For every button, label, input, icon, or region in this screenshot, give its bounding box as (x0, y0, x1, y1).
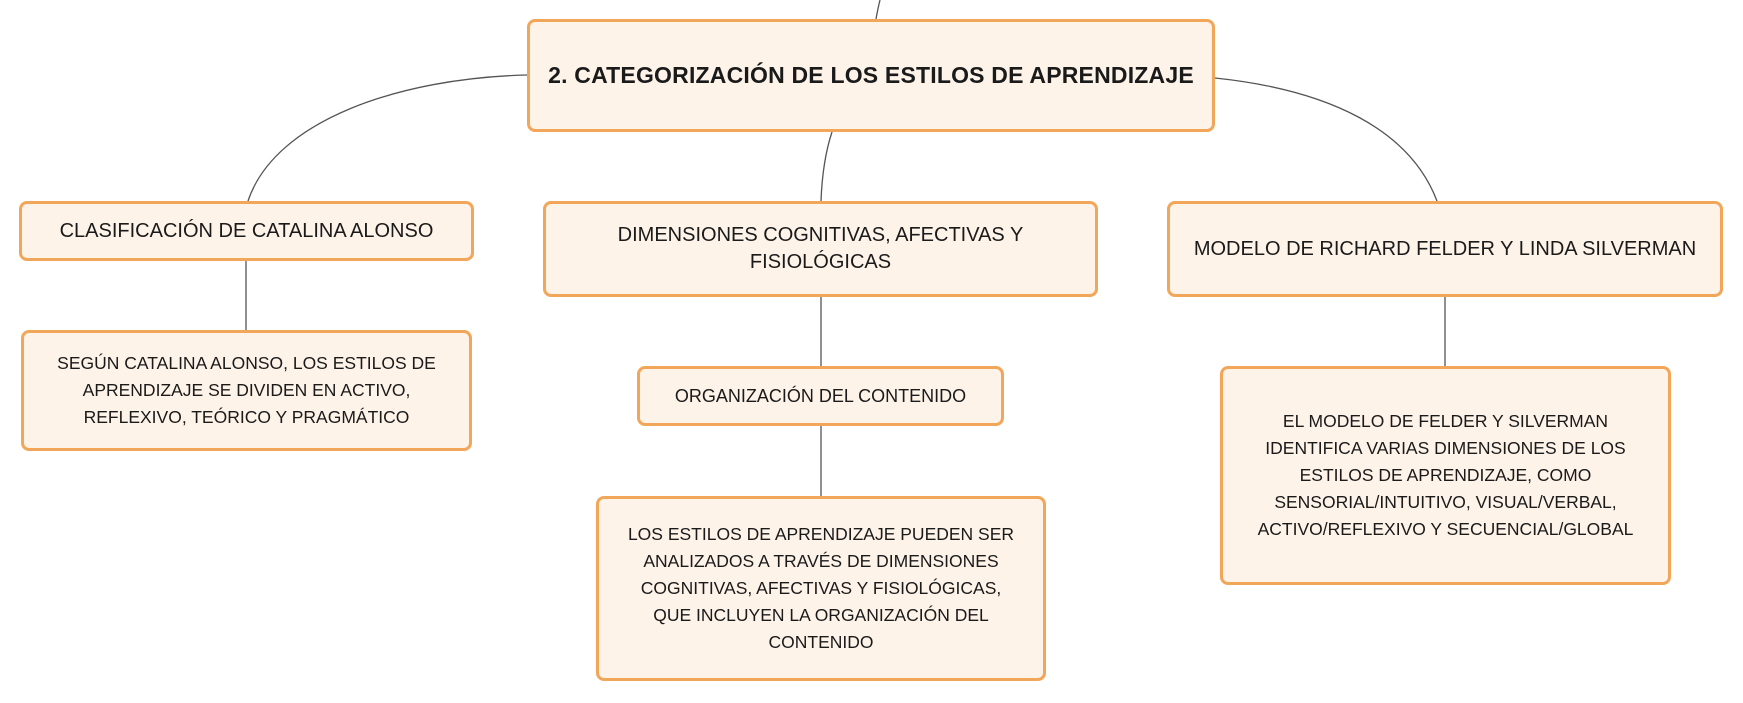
topic-label: DIMENSIONES COGNITIVAS, AFECTIVAS Y FISIOLÓGICAS (617, 224, 1024, 273)
topic-node-felder-silverman[interactable] (1167, 201, 1723, 297)
connector-parent-to-root (876, 0, 880, 19)
connector-root-to-dimensiones (821, 132, 832, 201)
subtopic-label: EL MODELO DE FELDER Y SILVERMAN IDENTIFICA VARIAS DIMENSIONES DE LOS ESTILOS DE APRENDIZAJE, COMO SENSORIAL/INTUITIVO, VISUAL/VERBAL, ACTIVO/REFLEXIVO Y SECUENCIAL/GLOBAL (1257, 410, 1634, 540)
subtopic-label: ORGANIZACIÓN DEL CONTENIDO (674, 385, 967, 406)
subtopic-node-catalina-description[interactable] (21, 330, 472, 451)
connector-root-to-felder (1215, 78, 1437, 201)
subtopic-node-dimensiones-description[interactable] (596, 496, 1046, 681)
connector-root-to-catalina (248, 75, 527, 201)
root-topic-node[interactable] (527, 19, 1215, 132)
subtopic-label: SEGÚN CATALINA ALONSO, LOS ESTILOS DE APRENDIZAJE SE DIVIDEN EN ACTIVO, REFLEXIVO, TEÓRICO Y PRAGMÁTICO (57, 352, 436, 428)
topic-label: CLASIFICACIÓN DE CATALINA ALONSO (59, 219, 434, 242)
topic-node-dimensiones[interactable] (543, 201, 1098, 297)
root-topic-label: 2. CATEGORIZACIÓN DE LOS ESTILOS DE APRENDIZAJE (548, 61, 1194, 88)
subtopic-node-felder-description[interactable] (1220, 366, 1671, 585)
subtopic-label: LOS ESTILOS DE APRENDIZAJE PUEDEN SER ANALIZADOS A TRAVÉS DE DIMENSIONES COGNITIVAS, AFECTIVAS Y FISIOLÓGICAS, QUE INCLUYEN LA ORGANIZACIÓN DEL CONTENIDO (627, 523, 1015, 653)
subtopic-node-organizacion-contenido[interactable] (637, 366, 1004, 426)
topic-node-catalina-alonso[interactable] (19, 201, 474, 261)
topic-label: MODELO DE RICHARD FELDER Y LINDA SILVERMAN (1193, 237, 1697, 260)
